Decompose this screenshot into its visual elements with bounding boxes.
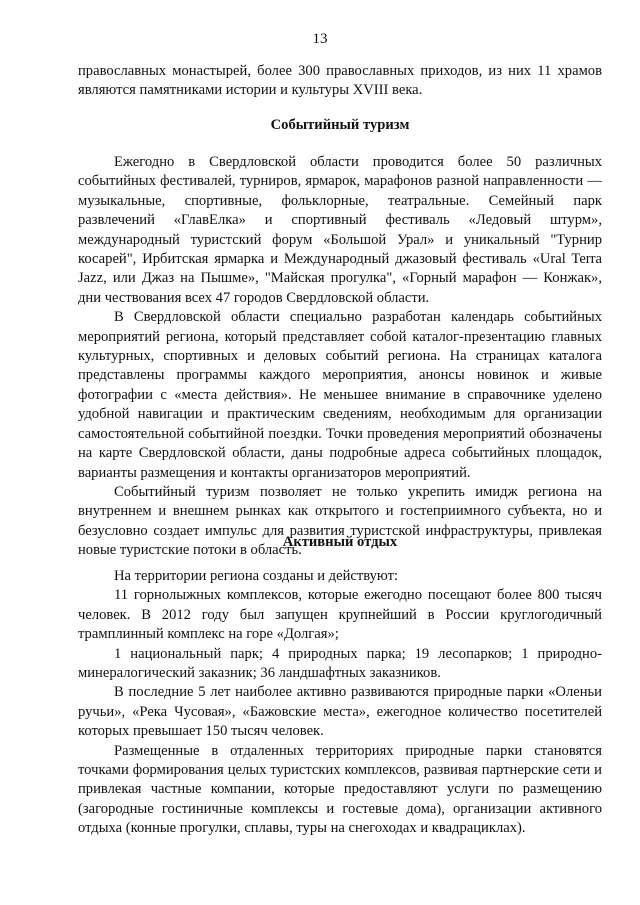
page-number: 13	[312, 31, 328, 47]
paragraph: На территории региона созданы и действуют:	[114, 568, 399, 584]
section-active-rest	[78, 533, 602, 552]
section-event-tourism-body	[78, 153, 602, 561]
paragraph: Ежегодно в Свердловской области проводится более 50 различных событийных фестивалей, турниров, ярмарок, марафонов разной направленности — музыкальные, спортивные, фольклорные, театральные. Семейный парк развлечений «ГлавЕлка» и спортивный фестиваль «Ледовый штурм», международный туристский форум «Большой Урал» и уникальный "Турнир косарей", Ирбитская ярмарка и Международный джазовый фестиваль «Ural Terra Jazz, или Джаз на Пышме», "Майская прогулка", «Горный марафон — Конжак», дни чествования всех 47 городов Свердловской области.	[78, 154, 602, 306]
section-heading-event-tourism: Событийный туризм	[270, 117, 410, 133]
section-active-rest-body	[78, 567, 602, 839]
section-event-tourism	[78, 116, 602, 135]
paragraph: Событийный туризм позволяет не только укрепить имидж региона на внутреннем и внешнем рынках как открытого и гостеприимного субъекта, но и безусловно создает импульс для развития туристской инфраструктуры, привлекая новые туристские потоки в область.	[78, 483, 602, 559]
paragraph: Размещенные в отдаленных территориях природные парки становятся точками формирования целых туристских комплексов, развивая партнерские сети и привлекая частные компании, которые предоставляют услуги по размещению (загородные гостиничные комплексы и гостевые дома), организации активного отдыха (конные прогулки, сплавы, туры на снегоходах и квадрациклах).	[78, 742, 602, 837]
paragraph: 1 национальный парк; 4 природных парка; 19 лесопарков; 1 природно-минералогический заказник; 36 ландшафтных заказников.	[78, 645, 602, 682]
intro-block	[78, 62, 602, 101]
paragraph: В Свердловской области специально разработан календарь событийных мероприятий региона, который представляет собой каталог-презентацию главных культурных, спортивных и деловых событий региона. На страницах каталога представлены программы каждого мероприятия, анонсы новинок и живые фотографии с «места действия». Не меньшее внимание в справочнике уделено удобной навигации и практическим сведениям, необходимым для организации самостоятельной событийной поездки. Точки проведения мероприятий обозначены на карте Свердловской области, даны подробные адреса событийных площадок, варианты размещения и контакты организаторов мероприятий.	[78, 309, 602, 481]
intro-paragraph: православных монастырей, более 300 православных приходов, из них 11 храмов являются памятниками истории и культуры XVIII века.	[78, 63, 602, 99]
paragraph: В последние 5 лет наиболее активно развиваются природные парки «Оленьи ручьи», «Река Чусовая», «Бажовские места», ежегодное количество посетителей которых превышает 150 тысяч человек.	[78, 684, 602, 740]
section-heading-active-rest: Активный отдых	[282, 534, 398, 550]
paragraph: 11 горнолыжных комплексов, которые ежегодно посещают более 800 тысяч человек. В 2012 году был запущен крупнейший в России круглогодичный трамплинный комплекс на горе «Долгая»;	[78, 587, 602, 643]
